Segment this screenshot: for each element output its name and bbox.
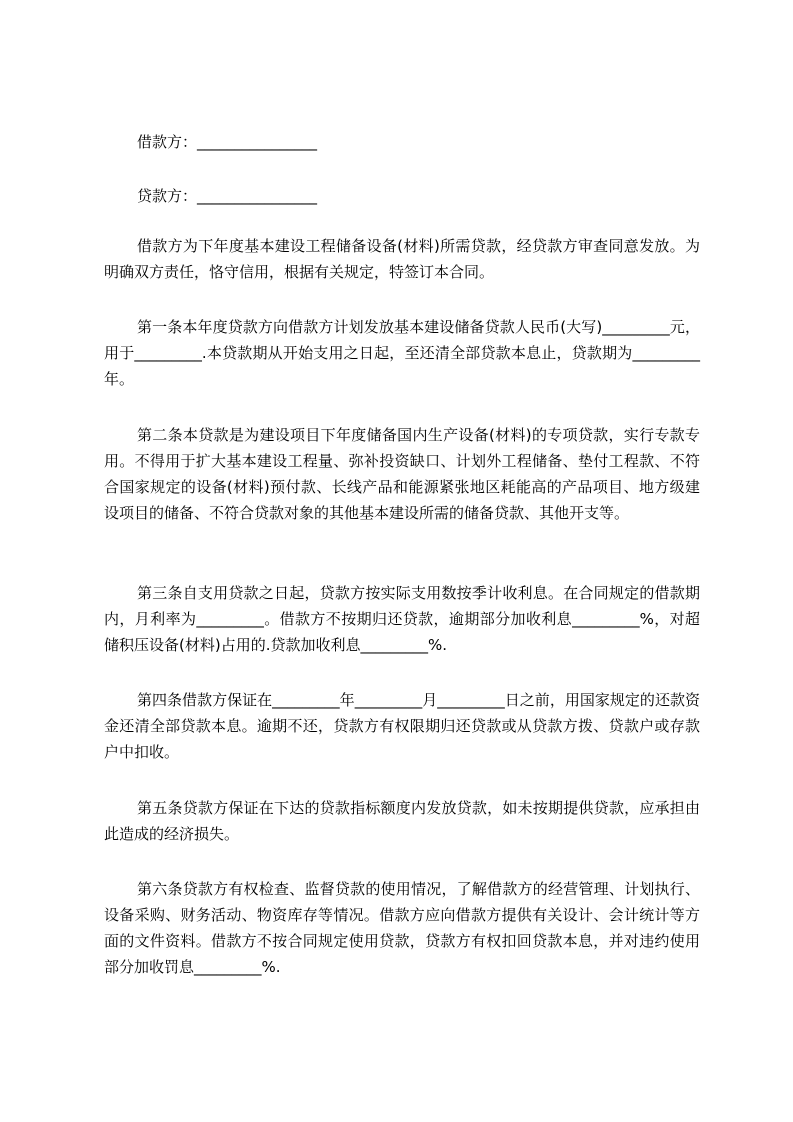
article-4-paragraph: 第四条借款方保证在_________年_________月_________日之前，用国家规定的还款资金还清全部贷款本息。逾期不还，贷款方有权限期归还贷款或从贷款方拨、贷款户或存款户中扣收。 bbox=[104, 691, 700, 761]
borrower-line: 借款方：________________ bbox=[137, 133, 318, 151]
intro-paragraph: 借款方为下年度基本建设工程储备设备(材料)所需贷款，经贷款方审查同意发放。为明确双方责任，恪守信用，根据有关规定，特签订本合同。 bbox=[104, 237, 700, 281]
article-1-paragraph: 第一条本年度贷款方向借款方计划发放基本建设储备贷款人民币(大写)_________元，用于_________.本贷款期从开始支用之日起，至还清全部贷款本息止，贷款期为_________年。 bbox=[104, 318, 700, 388]
article-2-paragraph: 第二条本贷款是为建设项目下年度储备国内生产设备(材料)的专项贷款，实行专款专用。不得用于扩大基本建设工程量、弥补投资缺口、计划外工程储备、垫付工程款、不符合国家规定的设备(材料)预付款、长线产品和能源紧张地区耗能高的产品项目、地方级建设项目的储备、不符合贷款对象的其他基本建设所需的储备贷款、其他开支等。 bbox=[104, 426, 700, 522]
article-6-paragraph: 第六条贷款方有权检查、监督贷款的使用情况，了解借款方的经营管理、计划执行、设备采购、财务活动、物资库存等情况。借款方应向借款方提供有关设计、会计统计等方面的文件资料。借款方不按合同规定使用贷款，贷款方有权扣回贷款本息，并对违约使用部分加收罚息_________%. bbox=[104, 880, 700, 976]
article-5-paragraph: 第五条贷款方保证在下达的贷款指标额度内发放贷款，如未按期提供贷款，应承担由此造成的经济损失。 bbox=[104, 799, 700, 843]
lender-line: 贷款方：________________ bbox=[137, 187, 318, 205]
article-3-paragraph: 第三条自支用贷款之日起，贷款方按实际支用数按季计收利息。在合同规定的借款期内，月利率为_________。借款方不按期归还贷款，逾期部分加收利息_________%，对超储积压设备(材料)占用的.贷款加收利息_________%. bbox=[104, 584, 700, 654]
